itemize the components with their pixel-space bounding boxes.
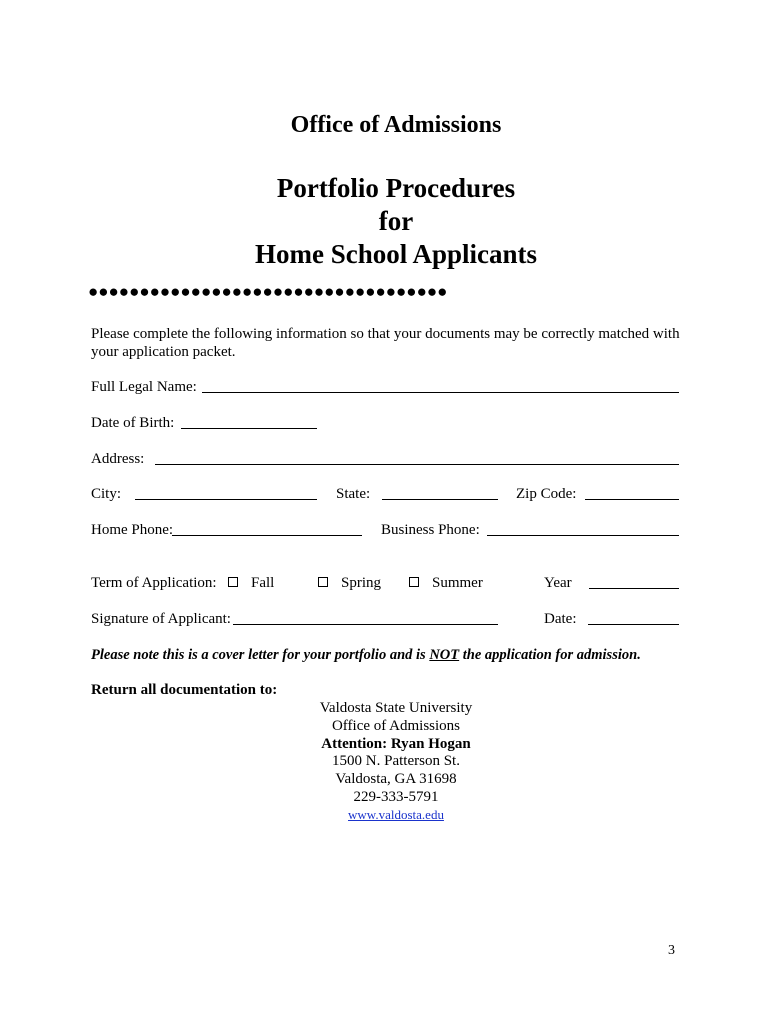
title-line-2: for <box>378 206 414 236</box>
summer-checkbox[interactable] <box>409 577 419 587</box>
date-of-birth-field[interactable] <box>181 428 317 429</box>
city-field[interactable] <box>135 499 317 500</box>
return-city-state-zip: Valdosta, GA 31698 <box>335 771 457 787</box>
fall-checkbox[interactable] <box>228 577 238 587</box>
intro-line-2: your application packet. <box>91 344 236 360</box>
city-label: City: <box>91 486 122 502</box>
title-line-3: Home School Applicants <box>254 239 538 269</box>
page-number: 3 <box>668 943 675 958</box>
state-field[interactable] <box>382 499 498 500</box>
note-text-after: the application for admission. <box>459 647 641 663</box>
zip-code-label: Zip Code: <box>516 486 577 502</box>
full-legal-name-field[interactable] <box>202 392 679 393</box>
note-text-before: Please note this is a cover letter for your portfolio and is <box>91 647 430 663</box>
return-university: Valdosta State University <box>319 700 473 716</box>
full-legal-name-label: Full Legal Name: <box>91 379 197 395</box>
title-line-1: Portfolio Procedures <box>276 173 516 203</box>
zip-code-field[interactable] <box>585 499 679 500</box>
fall-label: Fall <box>251 575 275 591</box>
signature-field[interactable] <box>233 624 498 625</box>
website-link[interactable]: www.valdosta.edu <box>348 807 444 822</box>
intro-line-1: Please complete the following information so that your documents may be correctly matched with <box>91 326 680 342</box>
year-field[interactable] <box>589 588 679 589</box>
return-heading: Return all documentation to: <box>91 682 278 698</box>
office-heading: Office of Admissions <box>290 112 502 138</box>
date-of-birth-label: Date of Birth: <box>91 415 175 431</box>
address-field[interactable] <box>155 464 679 465</box>
state-label: State: <box>336 486 371 502</box>
business-phone-field[interactable] <box>487 535 679 536</box>
summer-label: Summer <box>432 575 483 591</box>
date-label: Date: <box>544 611 577 627</box>
home-phone-field[interactable] <box>172 535 362 536</box>
signature-label: Signature of Applicant: <box>91 611 231 627</box>
return-phone: 229-333-5791 <box>353 789 439 805</box>
business-phone-label: Business Phone: <box>381 522 480 538</box>
return-street: 1500 N. Patterson St. <box>332 753 460 769</box>
address-label: Address: <box>91 451 145 467</box>
cover-letter-note <box>91 647 641 664</box>
year-label: Year <box>544 575 572 591</box>
return-attention: Attention: Ryan Hogan <box>321 736 471 752</box>
date-field[interactable] <box>588 624 679 625</box>
home-phone-label: Home Phone: <box>91 522 174 538</box>
website-link-row <box>0 807 770 824</box>
spring-label: Spring <box>341 575 382 591</box>
spring-checkbox[interactable] <box>318 577 328 587</box>
note-emphasis: NOT <box>429 647 460 663</box>
return-office: Office of Admissions <box>331 718 461 734</box>
term-of-application-label: Term of Application: <box>91 575 217 591</box>
dot-divider: ●●●●●●●●●●●●●●●●●●●●●●●●●●●●●●●●●●● <box>88 282 448 301</box>
